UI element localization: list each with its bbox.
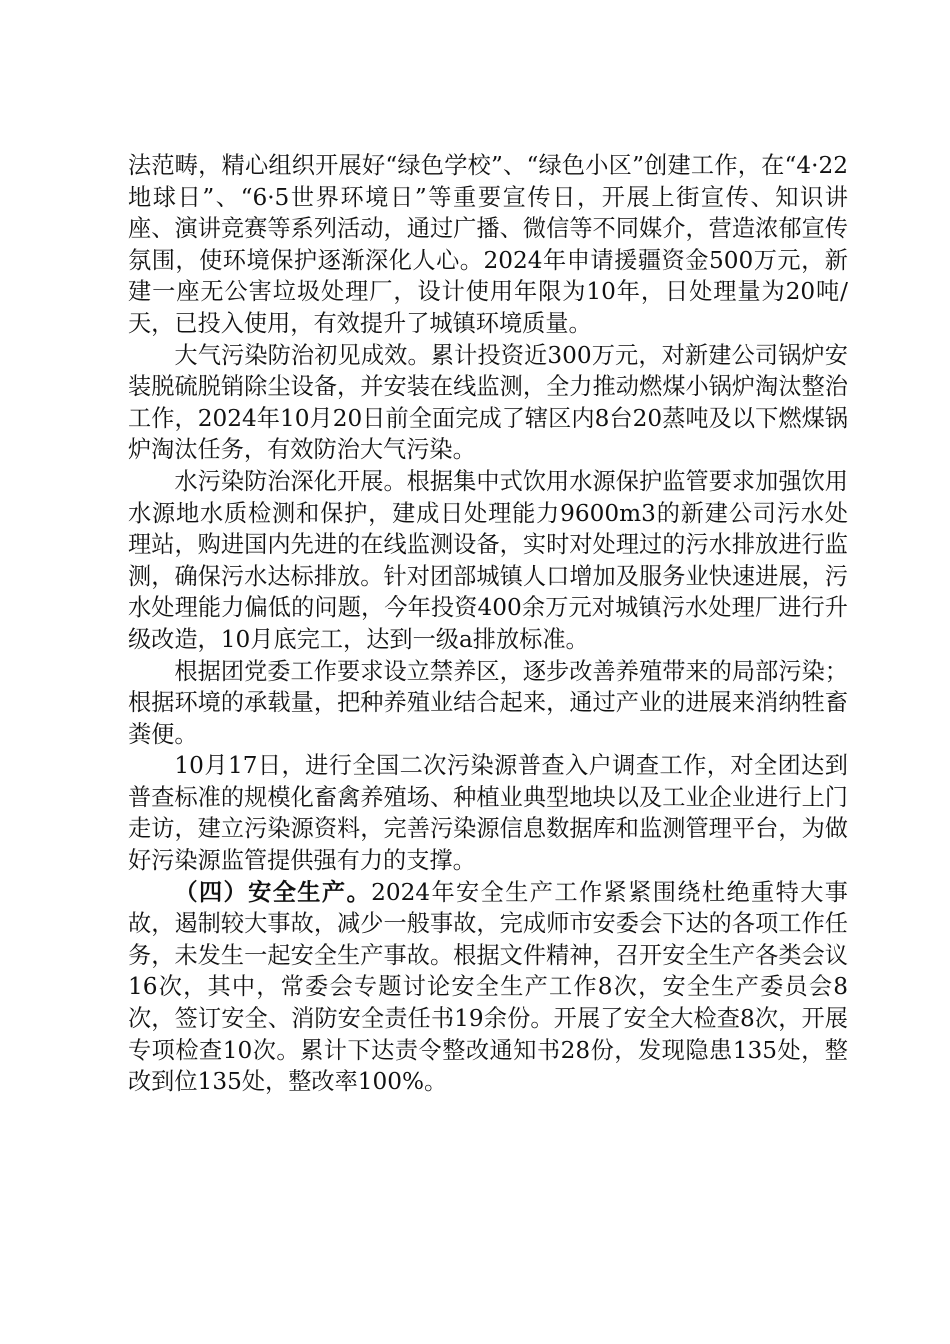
paragraph-air-pollution: 大气污染防治初见成效。累计投资近300万元，对新建公司锅炉安装脱硫脱销除尘设备，并安装在线监测，全力推动燃煤小锅炉淘汰整治工作，2024年10月20日前全面完成了辖区内8台20蒸吨及以下燃煤锅炉淘汰任务，有效防治大气污染。 <box>128 341 848 464</box>
paragraph-livestock-zone: 根据团党委工作要求设立禁养区，逐步改善养殖带来的局部污染；根据环境的承载量，把种养殖业结合起来，通过产业的进展来消纳牲畜粪便。 <box>128 657 848 748</box>
paragraph-environment-promotion: 法范畴，精心组织开展好“绿色学校”、“绿色小区”创建工作，在“4·22地球日”、“6·5世界环境日”等重要宣传日，开展上街宣传、知识讲座、演讲竞赛等系列活动，通过广播、微信等不同媒介，营造浓郁宣传氛围，使环境保护逐渐深化人心。2024年申请援疆资金500万元，新建一座无公害垃圾处理厂，设计使用年限为10年，日处理量为20吨/天，已投入使用，有效提升了城镇环境质量。 <box>128 152 848 337</box>
paragraph-work-safety-text: 2024年安全生产工作紧紧围绕杜绝重特大事故，遏制较大事故，减少一般事故，完成师市安委会下达的各项工作任务，未发生一起安全生产事故。根据文件精神，召开安全生产各类会议16次，其中，常委会专题讨论安全生产工作8次，安全生产委员会8次，签订安全、消防安全责任书19余份。开展了安全大检查8次，开展专项检查10次。累计下达责令整改通知书28份，发现隐患135处，整改到位135处，整改率100%。 <box>128 878 848 1096</box>
paragraph-pollution-census: 10月17日，进行全国二次污染源普查入户调查工作，对全团达到普查标准的规模化畜禽养殖场、种植业典型地块以及工业企业进行上门走访，建立污染源资料，完善污染源信息数据库和监测管理平台，为做好污染源监管提供强有力的支撑。 <box>128 752 848 875</box>
section-heading-work-safety: （四）安全生产。 <box>174 878 372 906</box>
paragraph-water-pollution: 水污染防治深化开展。根据集中式饮用水源保护监管要求加强饮用水源地水质检测和保护，建成日处理能力9600m3的新建公司污水处理站，购进国内先进的在线监测设备，实时对处理过的污水排放进行监测，确保污水达标排放。针对团部城镇人口增加及服务业快速进展，污水处理能力偏低的问题，今年投资400余万元对城镇污水处理厂进行升级改造，10月底完工，达到一级a排放标准。 <box>128 467 848 653</box>
paragraph-work-safety <box>128 877 848 1098</box>
document-body <box>128 150 848 1098</box>
